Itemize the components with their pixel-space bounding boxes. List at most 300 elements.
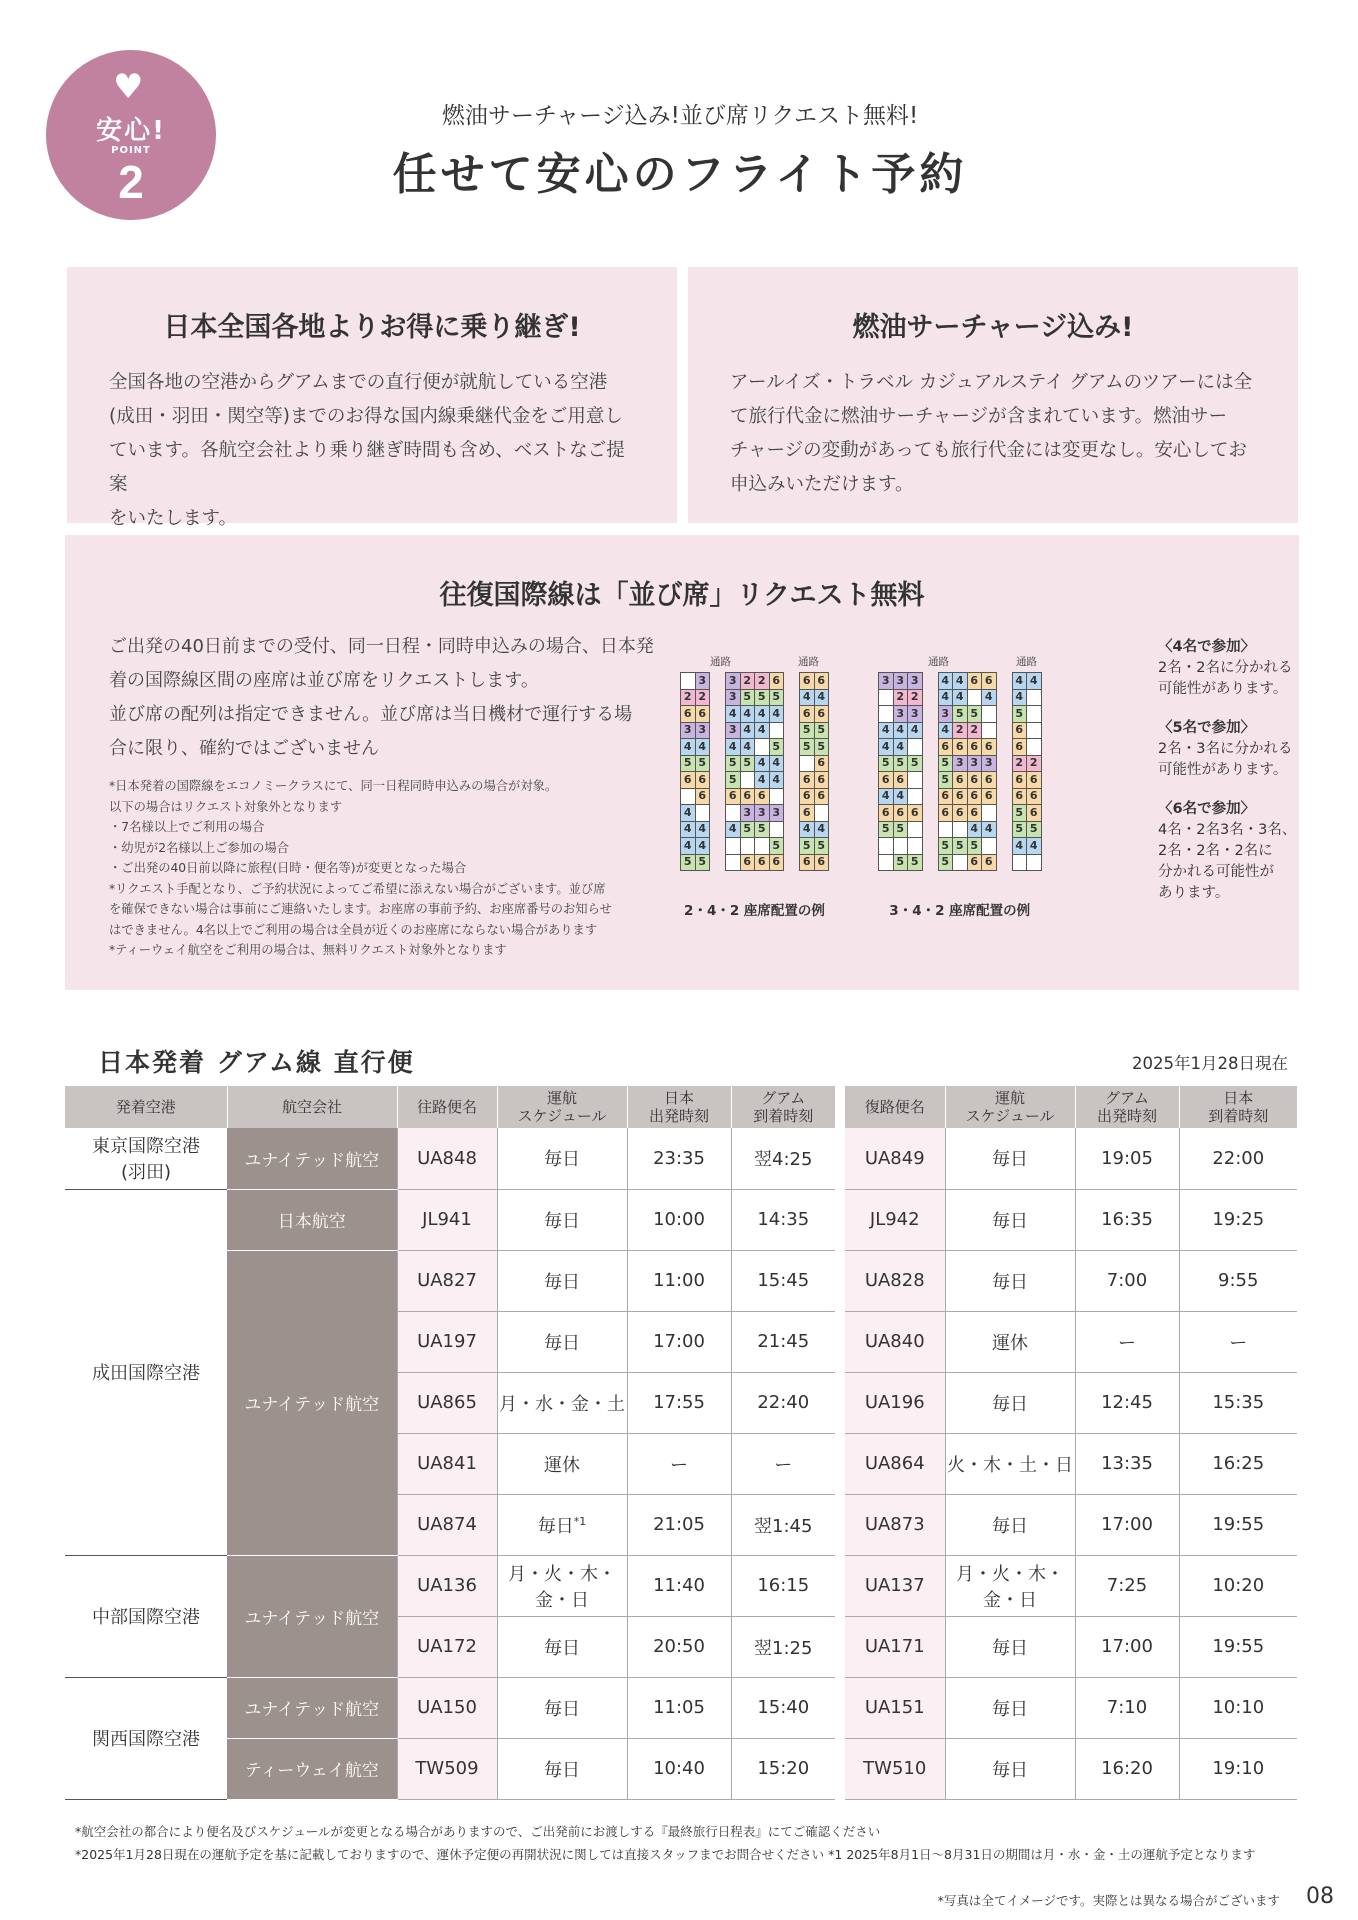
aisle-gap <box>922 838 938 855</box>
seat: 6 <box>800 854 815 871</box>
flight-cell: UA150 <box>397 1677 497 1738</box>
aisle-gap <box>784 755 800 772</box>
seat: 4 <box>726 821 741 838</box>
flight-cell: 19:55 <box>1179 1616 1297 1677</box>
seat: 3 <box>726 673 741 690</box>
seat: 4 <box>800 689 815 706</box>
seat: 6 <box>800 788 815 805</box>
footnote-ref: *1 <box>573 1514 587 1528</box>
seat: 5 <box>908 854 923 871</box>
timetable-asof: 2025年1月28日現在 <box>1132 1054 1288 1073</box>
flight-cell: 運休 <box>497 1433 627 1494</box>
seat: 3 <box>879 673 894 690</box>
seat <box>982 706 997 723</box>
seat: 6 <box>814 706 829 723</box>
seat: 5 <box>740 821 755 838</box>
surcharge-box <box>688 267 1298 523</box>
seat: 4 <box>740 706 755 723</box>
seat: 6 <box>879 772 894 789</box>
flight-cell: TW510 <box>845 1738 945 1799</box>
flight-cell: UA151 <box>845 1677 945 1738</box>
seat: 6 <box>953 739 968 756</box>
flight-cell: 19:10 <box>1179 1738 1297 1799</box>
footnote: *2025年1月28日現在の運航予定を基に記載しておりますので、運休予定便の再開状況に関しては直接スタッフまでお問合せください *1 2025年8月1日〜8月31日の期間は月・水・金・土の運航予定となります <box>75 1847 1256 1862</box>
disclaimer: *写真は全てイメージです。実際とは異なる場合がございます <box>937 1893 1280 1908</box>
seat: 6 <box>982 788 997 805</box>
seat: 4 <box>1012 689 1027 706</box>
seat: 6 <box>938 788 953 805</box>
seat <box>908 788 923 805</box>
seat: 4 <box>740 739 755 756</box>
aisle-gap <box>922 706 938 723</box>
aisle-gap <box>784 706 800 723</box>
aisle-gap <box>996 689 1012 706</box>
seat: 4 <box>982 689 997 706</box>
line: 全国各地の空港からグアムまでの直行便が就航している空港 <box>109 372 608 393</box>
seat: 5 <box>726 755 741 772</box>
airport-cell: 関西国際空港 <box>65 1677 227 1799</box>
seat: 4 <box>967 821 982 838</box>
seat: 2 <box>740 673 755 690</box>
seat: 3 <box>938 706 953 723</box>
seat: 6 <box>982 673 997 690</box>
seat: 3 <box>726 689 741 706</box>
gap <box>835 1616 845 1677</box>
flight-cell: 毎日 <box>945 1494 1075 1555</box>
group-desc <box>1158 739 1328 781</box>
seat <box>755 739 770 756</box>
seat <box>879 689 894 706</box>
flight-cell: ー <box>627 1433 731 1494</box>
aisle-gap <box>710 821 726 838</box>
flight-cell: UA849 <box>845 1128 945 1189</box>
seat-request-box <box>65 535 1299 990</box>
seat <box>879 854 894 871</box>
seat <box>726 805 741 822</box>
seat: 5 <box>1027 821 1042 838</box>
seat <box>755 838 770 855</box>
seat: 6 <box>1027 788 1042 805</box>
group-desc-line: あります。 <box>1158 885 1230 901</box>
flight-cell: 毎日 <box>497 1677 627 1738</box>
seat: 4 <box>769 772 784 789</box>
flight-cell: 17:00 <box>1075 1616 1179 1677</box>
seat: 4 <box>953 673 968 690</box>
aisle-gap <box>922 673 938 690</box>
group-desc-line: 2名・2名に分かれる <box>1158 660 1293 676</box>
flight-cell: 毎日 <box>945 1372 1075 1433</box>
gap <box>835 1433 845 1494</box>
seat: 4 <box>695 739 710 756</box>
aisle-gap <box>710 673 726 690</box>
seat: 4 <box>681 821 696 838</box>
flight-cell: 21:45 <box>731 1311 835 1372</box>
group-split-notes <box>1158 637 1328 922</box>
note-line: ・ご出発の40日前以降に旅程(日時・便名等)が変更となった場合 <box>109 861 467 875</box>
seat: 4 <box>1012 838 1027 855</box>
seat: 5 <box>879 755 894 772</box>
flight-cell: 毎日 <box>497 1616 627 1677</box>
seat <box>1027 722 1042 739</box>
line: ています。各航空会社より乗り継ぎ時間も含め、ベストなご提案 <box>109 440 625 495</box>
flight-cell: 19:55 <box>1179 1494 1297 1555</box>
seat <box>1012 854 1027 871</box>
seat: 6 <box>769 854 784 871</box>
aisle-gap <box>922 821 938 838</box>
seat <box>908 821 923 838</box>
flight-cell: 毎日 <box>945 1738 1075 1799</box>
table-row <box>65 1738 1297 1799</box>
flight-cell: UA864 <box>845 1433 945 1494</box>
seat: 6 <box>814 673 829 690</box>
flight-cell: UA865 <box>397 1372 497 1433</box>
surcharge-title: 燃油サーチャージ込み! <box>852 312 1134 343</box>
gap <box>835 1555 845 1616</box>
seat: 5 <box>814 838 829 855</box>
seat: 4 <box>1027 838 1042 855</box>
seat: 3 <box>893 706 908 723</box>
aisle-gap <box>710 706 726 723</box>
gap <box>835 1250 845 1311</box>
carrier-cell: ティーウェイ航空 <box>227 1738 397 1799</box>
flight-cell: UA197 <box>397 1311 497 1372</box>
seat <box>726 838 741 855</box>
seat <box>908 838 923 855</box>
aisle-label: 通路 <box>1016 656 1037 668</box>
flight-cell: 7:25 <box>1075 1555 1179 1616</box>
seat: 4 <box>814 689 829 706</box>
flight-cell: UA827 <box>397 1250 497 1311</box>
seat: 4 <box>695 838 710 855</box>
seat: 6 <box>1012 739 1027 756</box>
group-title: 〈4名で参加〉 <box>1158 639 1256 655</box>
aisle-gap <box>922 689 938 706</box>
airport-cell: 成田国際空港 <box>65 1189 227 1555</box>
flight-cell: 毎日 <box>497 1128 627 1189</box>
seat: 2 <box>755 673 770 690</box>
line: て旅行代金に燃油サーチャージが含まれています。燃油サー <box>730 406 1228 427</box>
aisle-gap <box>710 689 726 706</box>
seat <box>769 821 784 838</box>
seat: 5 <box>681 854 696 871</box>
table-row <box>65 1555 1297 1616</box>
flight-cell: 翌4:25 <box>731 1128 835 1189</box>
seat: 6 <box>967 772 982 789</box>
badge-label: 安心! <box>96 116 166 146</box>
seat: 5 <box>740 755 755 772</box>
flight-cell: 11:05 <box>627 1677 731 1738</box>
seat: 2 <box>908 689 923 706</box>
seat: 6 <box>1027 772 1042 789</box>
flight-cell: 20:50 <box>627 1616 731 1677</box>
flight-cell: 10:40 <box>627 1738 731 1799</box>
table-row <box>65 1128 1297 1189</box>
seat: 4 <box>908 722 923 739</box>
seat <box>953 821 968 838</box>
seat: 6 <box>755 788 770 805</box>
seat: 4 <box>755 772 770 789</box>
group-title: 〈5名で参加〉 <box>1158 720 1256 736</box>
seat: 4 <box>681 838 696 855</box>
seat: 4 <box>695 821 710 838</box>
seat: 2 <box>1027 755 1042 772</box>
flight-cell: 17:00 <box>1075 1494 1179 1555</box>
seat: 5 <box>681 755 696 772</box>
note-line: ・7名様以上でご利用の場合 <box>109 820 265 834</box>
carrier-cell: ユナイテッド航空 <box>227 1128 397 1189</box>
seat: 4 <box>681 805 696 822</box>
aisle-gap <box>710 755 726 772</box>
heart-icon: ♥ <box>113 67 144 107</box>
flight-cell: 翌1:25 <box>731 1616 835 1677</box>
line: (成田・羽田・関空等)までのお得な国内線乗継代金をご用意し <box>109 406 623 427</box>
flight-timetable <box>65 1086 1297 1800</box>
seat: 3 <box>726 722 741 739</box>
note-line: はできません。4名以上でご利用の場合は全員が近くのお座席にならない場合があります <box>109 922 598 937</box>
group-desc-line: 4名・2名3名・3名、 <box>1158 822 1297 838</box>
seat <box>769 722 784 739</box>
flight-cell: 15:35 <box>1179 1372 1297 1433</box>
flight-cell: 22:40 <box>731 1372 835 1433</box>
seat <box>681 788 696 805</box>
seat: 5 <box>967 838 982 855</box>
flight-cell: 11:00 <box>627 1250 731 1311</box>
group-desc-line: 2名・2名・2名に <box>1158 843 1273 859</box>
aisle-gap <box>996 706 1012 723</box>
flight-cell: 23:35 <box>627 1128 731 1189</box>
aisle-gap <box>710 788 726 805</box>
seat: 5 <box>769 838 784 855</box>
aisle-gap <box>784 772 800 789</box>
line: チャージの変動があっても旅行代金には変更なし。安心してお <box>730 440 1247 461</box>
column-header: 航空会社 <box>227 1086 397 1128</box>
seat: 4 <box>982 821 997 838</box>
seat: 4 <box>755 755 770 772</box>
seatmap-342 <box>878 656 1042 919</box>
note-line: *日本発着の国際線をエコノミークラスにて、同一日程同時申込みの場合が対象。 <box>109 779 558 793</box>
seat: 4 <box>681 739 696 756</box>
table-row <box>65 1677 1297 1738</box>
seat: 6 <box>681 772 696 789</box>
flight-cell: 翌1:45 <box>731 1494 835 1555</box>
seat <box>800 755 815 772</box>
seat: 2 <box>953 722 968 739</box>
seat-request-notes <box>109 776 679 961</box>
column-header: 運航 スケジュール <box>945 1086 1075 1128</box>
seat: 4 <box>769 706 784 723</box>
flight-cell: 毎日 <box>497 1311 627 1372</box>
note-line: ・幼児が2名様以上ご参加の場合 <box>109 840 289 855</box>
group-desc <box>1158 820 1328 904</box>
aisle-label: 通路 <box>710 656 731 668</box>
flight-cell: 毎日 <box>945 1189 1075 1250</box>
flight-cell: JL941 <box>397 1189 497 1250</box>
flight-cell: UA848 <box>397 1128 497 1189</box>
aisle-gap <box>996 755 1012 772</box>
flight-cell: 毎日 <box>497 1189 627 1250</box>
aisle-gap <box>784 821 800 838</box>
transfer-title: 日本全国各地よりお得に乗り継ぎ! <box>163 312 581 343</box>
seat <box>982 805 997 822</box>
seat: 4 <box>814 821 829 838</box>
seat: 5 <box>755 689 770 706</box>
seat: 5 <box>1012 706 1027 723</box>
flight-cell: 16:35 <box>1075 1189 1179 1250</box>
aisle-gap <box>710 772 726 789</box>
seat <box>1027 854 1042 871</box>
flight-cell: 運休 <box>945 1311 1075 1372</box>
flight-cell: 月・火・木・金・日 <box>945 1555 1075 1616</box>
seat: 6 <box>953 805 968 822</box>
flight-cell: UA873 <box>845 1494 945 1555</box>
footnote: *航空会社の都合により便名及びスケジュールが変更となる場合がありますので、ご出発前にお渡しする『最終旅行日程表』にてご確認ください <box>75 1824 881 1839</box>
seat: 6 <box>814 788 829 805</box>
flight-cell: 毎日 <box>497 1738 627 1799</box>
flight-cell: 月・火・木・金・日 <box>497 1555 627 1616</box>
flight-cell: UA840 <box>845 1311 945 1372</box>
transfer-box <box>67 267 677 529</box>
seatmap-caption: 2・4・2 座席配置の例 <box>684 903 825 919</box>
seat: 6 <box>879 805 894 822</box>
airport-cell: 東京国際空港 (羽田) <box>65 1128 227 1189</box>
gap <box>835 1738 845 1799</box>
seat: 6 <box>982 772 997 789</box>
column-header: グアム 到着時刻 <box>731 1086 835 1128</box>
table-row <box>65 1250 1297 1311</box>
flight-cell: 9:55 <box>1179 1250 1297 1311</box>
seat: 2 <box>893 689 908 706</box>
note-line: 以下の場合はリクエスト対象外となります <box>109 799 343 814</box>
aisle-gap <box>710 838 726 855</box>
seat: 4 <box>726 739 741 756</box>
column-header: 発着空港 <box>65 1086 227 1128</box>
seat: 4 <box>879 722 894 739</box>
seat <box>879 838 894 855</box>
seat-request-text <box>109 630 679 766</box>
flight-cell: 15:40 <box>731 1677 835 1738</box>
flight-cell: 毎日$^{*1}$ <box>497 1494 627 1555</box>
seat: 3 <box>695 722 710 739</box>
seat: 5 <box>800 838 815 855</box>
flight-cell: 15:20 <box>731 1738 835 1799</box>
flight-cell: 月・水・金・土 <box>497 1372 627 1433</box>
seat: 6 <box>726 788 741 805</box>
airport-cell: 中部国際空港 <box>65 1555 227 1677</box>
line: をいたします。 <box>109 508 238 529</box>
group-desc-line: 2名・3名に分かれる <box>1158 741 1293 757</box>
flight-cell: ー <box>1075 1311 1179 1372</box>
aisle-gap <box>922 805 938 822</box>
page-subtitle: 燃油サーチャージ込み!並び席リクエスト無料! <box>441 103 919 129</box>
flight-cell: 11:40 <box>627 1555 731 1616</box>
seat: 5 <box>769 689 784 706</box>
aisle-gap <box>922 772 938 789</box>
seat: 4 <box>879 788 894 805</box>
seat: 6 <box>800 706 815 723</box>
seat: 6 <box>814 755 829 772</box>
gap <box>835 1372 845 1433</box>
page-number: 08 <box>1306 1884 1334 1909</box>
flight-cell: 17:55 <box>627 1372 731 1433</box>
aisle-gap <box>784 788 800 805</box>
seat: 5 <box>893 854 908 871</box>
column-header: 往路便名 <box>397 1086 497 1128</box>
line: ご出発の40日前までの受付、同一日程・同時申込みの場合、日本発 <box>109 636 654 657</box>
group-desc <box>1158 658 1328 700</box>
seat: 6 <box>814 854 829 871</box>
column-header: 日本 出発時刻 <box>627 1086 731 1128</box>
seat: 2 <box>967 722 982 739</box>
seat: 4 <box>800 821 815 838</box>
seat: 5 <box>967 706 982 723</box>
seat <box>769 788 784 805</box>
seat: 6 <box>814 772 829 789</box>
flight-cell: UA874 <box>397 1494 497 1555</box>
flight-cell: 15:45 <box>731 1250 835 1311</box>
aisle-gap <box>784 689 800 706</box>
flight-cell: JL942 <box>845 1189 945 1250</box>
seat: 5 <box>953 706 968 723</box>
seat: 6 <box>938 739 953 756</box>
seat: 2 <box>695 689 710 706</box>
flight-cell: 毎日 <box>945 1677 1075 1738</box>
flight-cell: 19:25 <box>1179 1189 1297 1250</box>
seat: 6 <box>982 739 997 756</box>
aisle-gap <box>922 722 938 739</box>
flight-cell: TW509 <box>397 1738 497 1799</box>
aisle-gap <box>784 722 800 739</box>
seat: 5 <box>893 821 908 838</box>
seat: 5 <box>695 854 710 871</box>
seat: 4 <box>938 689 953 706</box>
aisle-gap <box>710 854 726 871</box>
seat: 4 <box>755 706 770 723</box>
flight-cell: 13:35 <box>1075 1433 1179 1494</box>
flight-cell: 毎日 <box>945 1128 1075 1189</box>
flight-cell: 毎日 <box>945 1250 1075 1311</box>
seat: 6 <box>740 788 755 805</box>
seat: 4 <box>938 722 953 739</box>
seat: 6 <box>740 854 755 871</box>
flight-cell: 16:20 <box>1075 1738 1179 1799</box>
seat: 6 <box>800 805 815 822</box>
seat: 6 <box>1012 722 1027 739</box>
note-line: *リクエスト手配となり、ご予約状況によってご希望に添えない場合がございます。並び席 <box>109 881 606 896</box>
seat: 5 <box>755 821 770 838</box>
seat <box>982 838 997 855</box>
seat: 5 <box>740 689 755 706</box>
badge-point: POINT <box>111 145 151 156</box>
seat: 5 <box>814 722 829 739</box>
seat: 5 <box>769 739 784 756</box>
aisle-gap <box>996 722 1012 739</box>
seat <box>879 706 894 723</box>
seat <box>740 772 755 789</box>
seat: 6 <box>908 805 923 822</box>
seat: 6 <box>967 673 982 690</box>
flight-cell: UA841 <box>397 1433 497 1494</box>
seat: 6 <box>982 854 997 871</box>
seat: 2 <box>681 689 696 706</box>
aisle-gap <box>996 854 1012 871</box>
note-line: *ティーウェイ航空をご利用の場合は、無料リクエスト対象外となります <box>109 943 507 957</box>
seat: 6 <box>695 772 710 789</box>
seatmap-caption: 3・4・2 座席配置の例 <box>889 903 1031 919</box>
seat <box>908 739 923 756</box>
seat <box>982 722 997 739</box>
flight-cell: 毎日 <box>945 1616 1075 1677</box>
flight-cell: 7:10 <box>1075 1677 1179 1738</box>
